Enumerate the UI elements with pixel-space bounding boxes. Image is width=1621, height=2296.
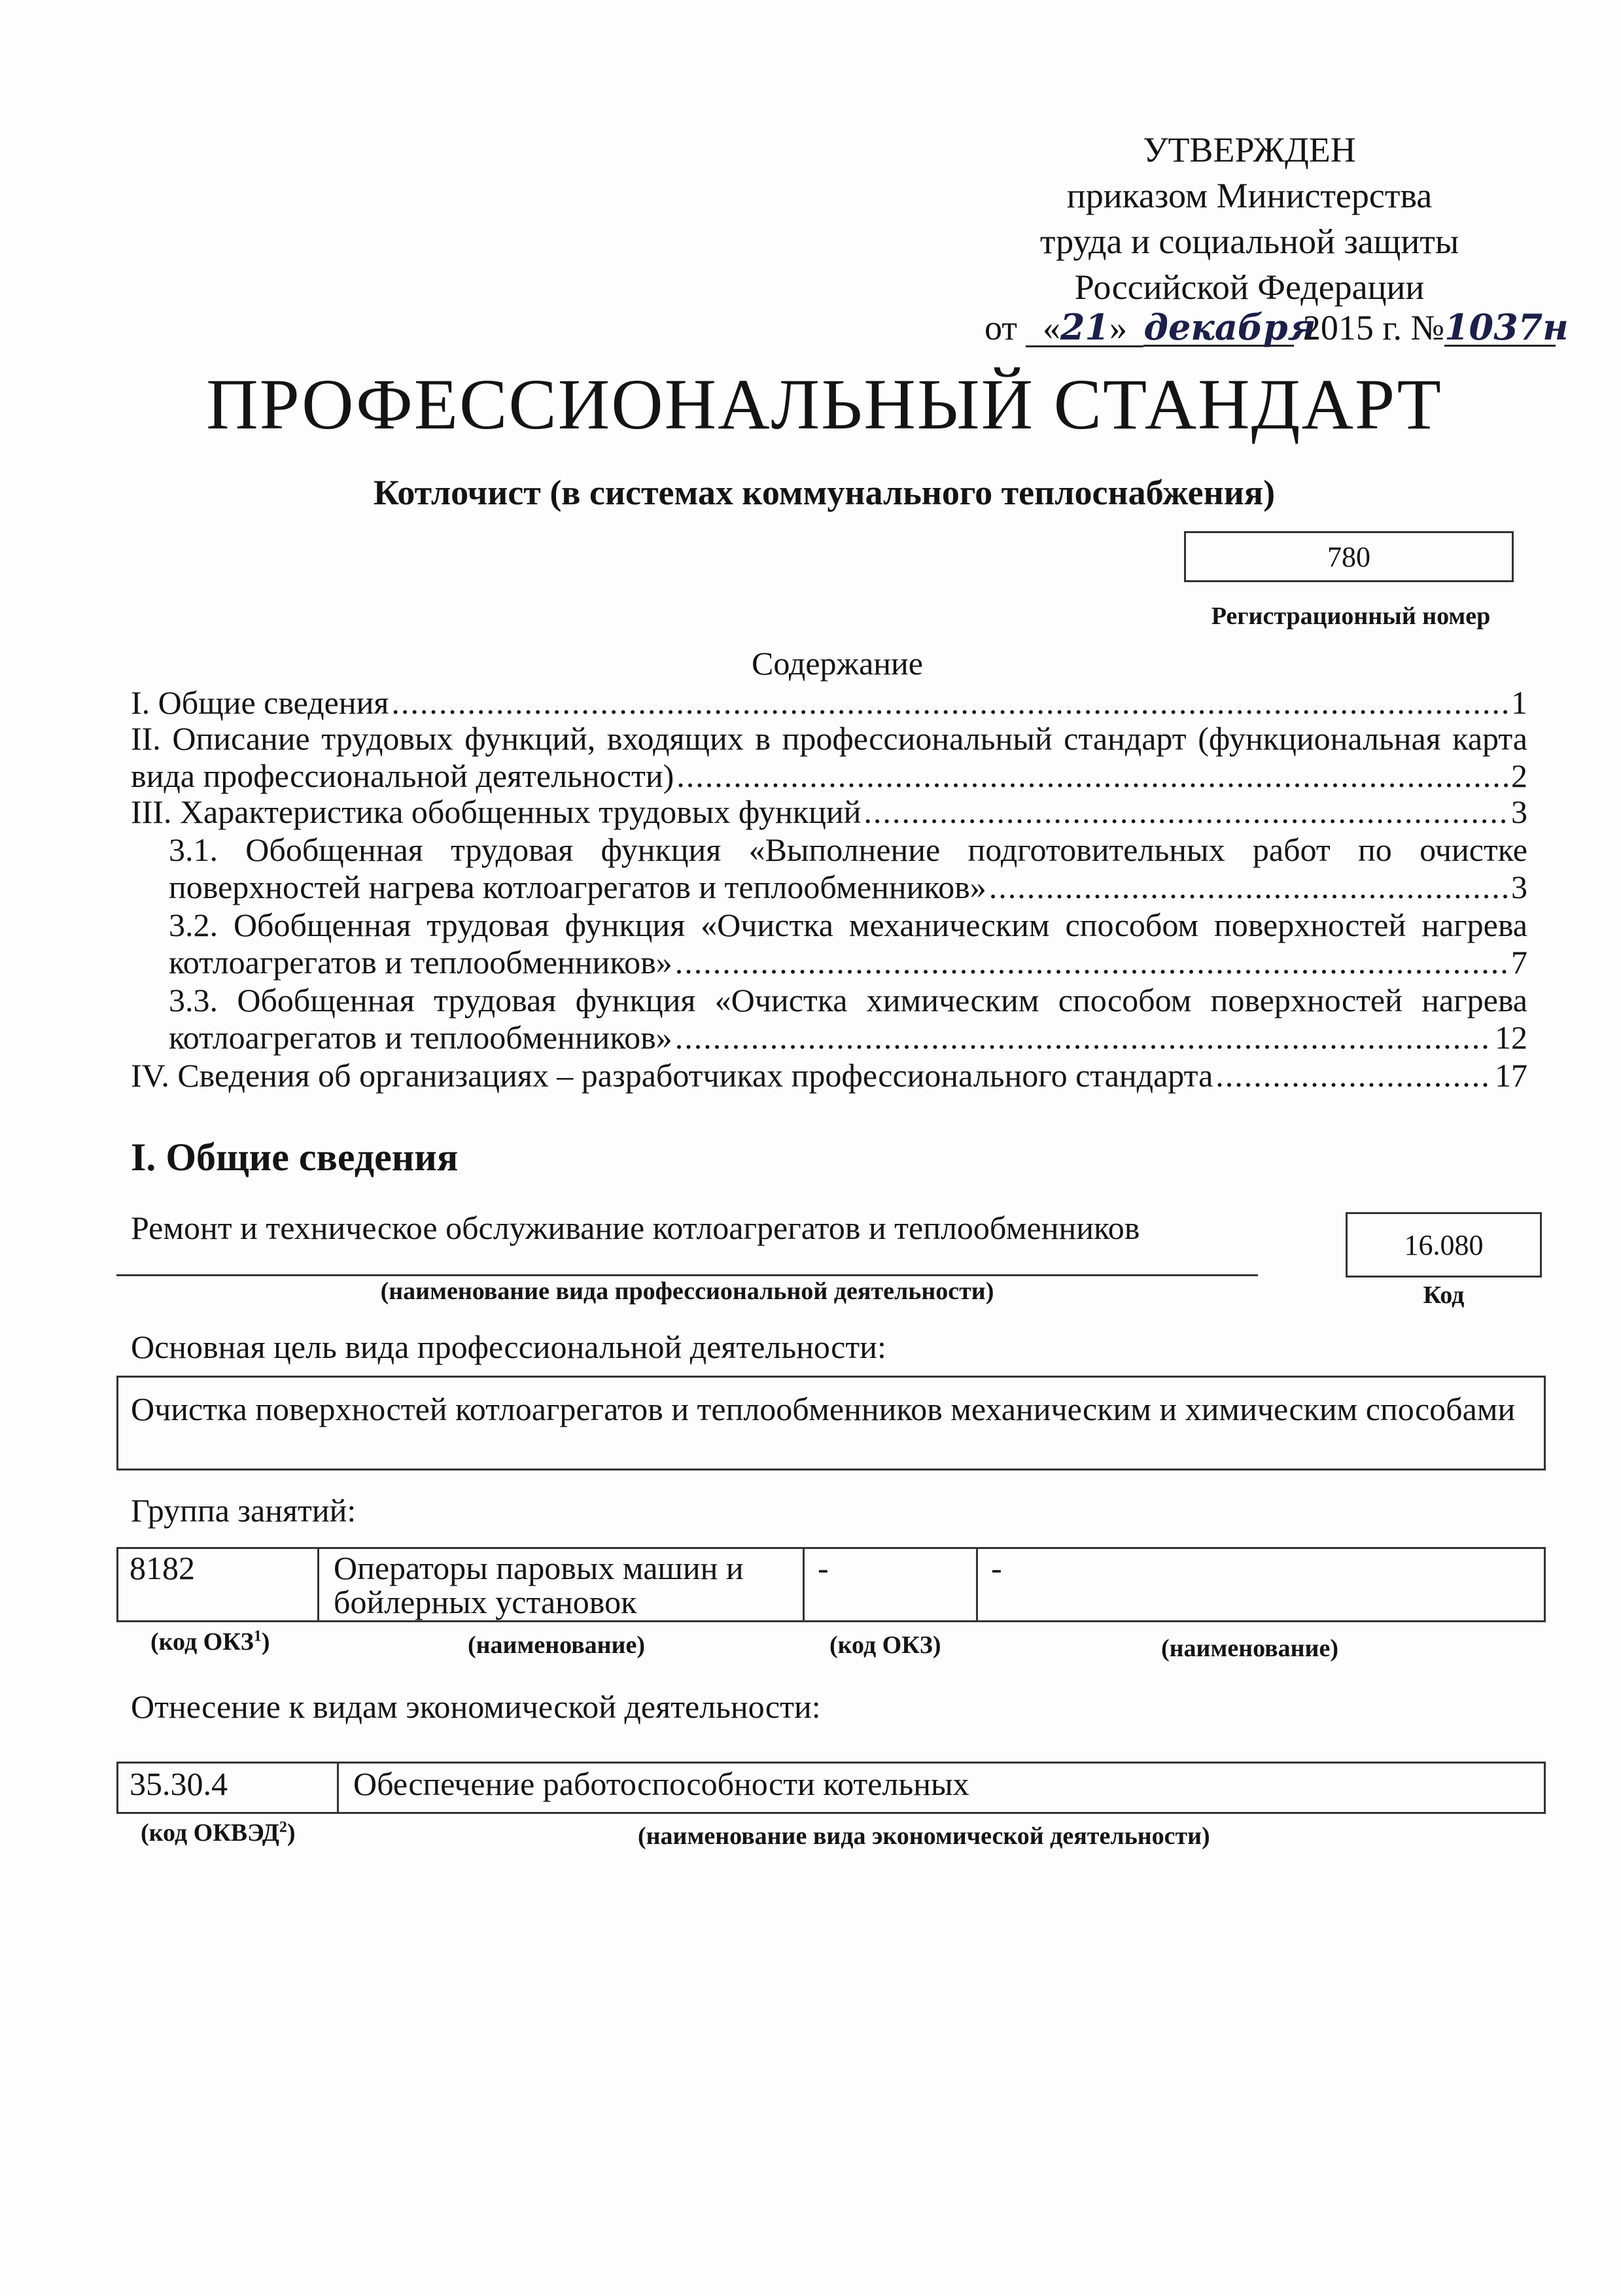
activity-caption: (наименование вида профессиональной деятельности) — [380, 1278, 994, 1305]
approval-month: декабря — [1143, 306, 1316, 348]
activity-code-caption: Код — [1423, 1281, 1465, 1309]
toc-item-3-3-line-1: 3.3. Обобщенная трудовая функция «Очистка химическим способом поверхностей нагрева — [169, 982, 1527, 1018]
approval-from-prefix: от — [985, 308, 1017, 347]
toc-item-1: I. Общие сведения ..... 1 — [131, 684, 1527, 722]
approval-day-value: 21 — [1060, 306, 1109, 348]
group-name-1-line-1: Операторы паровых машин и — [334, 1550, 744, 1586]
registration-number-box: 780 — [1184, 531, 1514, 582]
toc-item-2-line-1: II. Описание трудовых функций, входящих в профессиональный стандарт (функциональная карта — [131, 720, 1527, 757]
approval-day: «21» — [1026, 309, 1143, 347]
document-title: ПРОФЕССИОНАЛЬНЫЙ СТАНДАРТ — [206, 364, 1442, 444]
approval-year: 2015 г. № — [1302, 308, 1444, 347]
group-code-1: 8182 — [130, 1550, 195, 1586]
goal-label: Основная цель вида профессиональной деятельности: — [131, 1329, 886, 1365]
goal-text: Очистка поверхностей котлоагрегатов и теплообменников механическим и химическим способами — [131, 1391, 1516, 1427]
group-caption-name-2: (наименование) — [1161, 1635, 1338, 1662]
toc-item-3-2-line-1: 3.2. Обобщенная трудовая функция «Очистка механическим способом поверхностей нагрева — [169, 907, 1527, 943]
toc-heading: Содержание — [752, 645, 923, 682]
group-caption-code-1: (код ОКЗ$^1$) — [150, 1627, 270, 1656]
approval-line-1: УТВЕРЖДЕН — [1143, 130, 1356, 169]
econ-label: Отнесение к видам экономической деятельности: — [131, 1688, 821, 1725]
approval-line-4: Российской Федерации — [1074, 268, 1425, 307]
toc-item-3-1-line-1: 3.1. Обобщенная трудовая функция «Выполнение подготовительных работ по очистке — [169, 831, 1527, 868]
activity-code-box: 16.080 — [1346, 1212, 1542, 1278]
approval-line-2: приказом Министерства — [1066, 176, 1433, 215]
toc-item-3: III. Характеристика обобщенных трудовых функций ..... 3 — [131, 793, 1527, 831]
registration-number-label: Регистрационный номер — [1211, 602, 1491, 630]
toc-item-3-3-line-2: котлоагрегатов и теплообменников» ..... 12 — [169, 1018, 1527, 1056]
toc-item-3-2-line-2: котлоагрегатов и теплообменников» ..... 7 — [169, 943, 1527, 981]
group-caption-code-2: (код ОКЗ) — [829, 1631, 941, 1659]
econ-code: 35.30.4 — [130, 1765, 228, 1802]
activity-underline — [116, 1274, 1258, 1276]
group-code-2: - — [818, 1550, 829, 1586]
approval-line-3: труда и социальной защиты — [1039, 222, 1459, 261]
activity-name: Ремонт и техническое обслуживание котлоагрегатов и теплообменников — [131, 1209, 1140, 1246]
group-table — [116, 1547, 1546, 1622]
approval-number: 1037н — [1444, 306, 1569, 348]
toc-item-2-line-2: вида профессиональной деятельности) ..... 2 — [131, 757, 1527, 795]
econ-caption-code: (код ОКВЭД$^2$) — [141, 1818, 296, 1847]
group-name-2: - — [991, 1550, 1002, 1586]
econ-caption-name: (наименование вида экономической деятельности) — [638, 1822, 1210, 1850]
section-1-title: I. Общие сведения — [131, 1136, 459, 1179]
group-label: Группа занятий: — [131, 1492, 357, 1529]
econ-name: Обеспечение работоспособности котельных — [353, 1765, 969, 1802]
toc-item-4: IV. Сведения об организациях – разработчиках профессионального стандарта ..... 17 — [131, 1056, 1527, 1094]
document-subtitle: Котлочист (в системах коммунального теплоснабжения) — [373, 473, 1276, 512]
group-caption-name-1: (наименование) — [468, 1631, 645, 1659]
approval-date-line — [985, 306, 1569, 348]
toc-item-3-1-line-2: поверхностей нагрева котлоагрегатов и теплообменников» ..... 3 — [169, 868, 1527, 906]
group-name-1-line-2: бойлерных установок — [334, 1584, 637, 1620]
